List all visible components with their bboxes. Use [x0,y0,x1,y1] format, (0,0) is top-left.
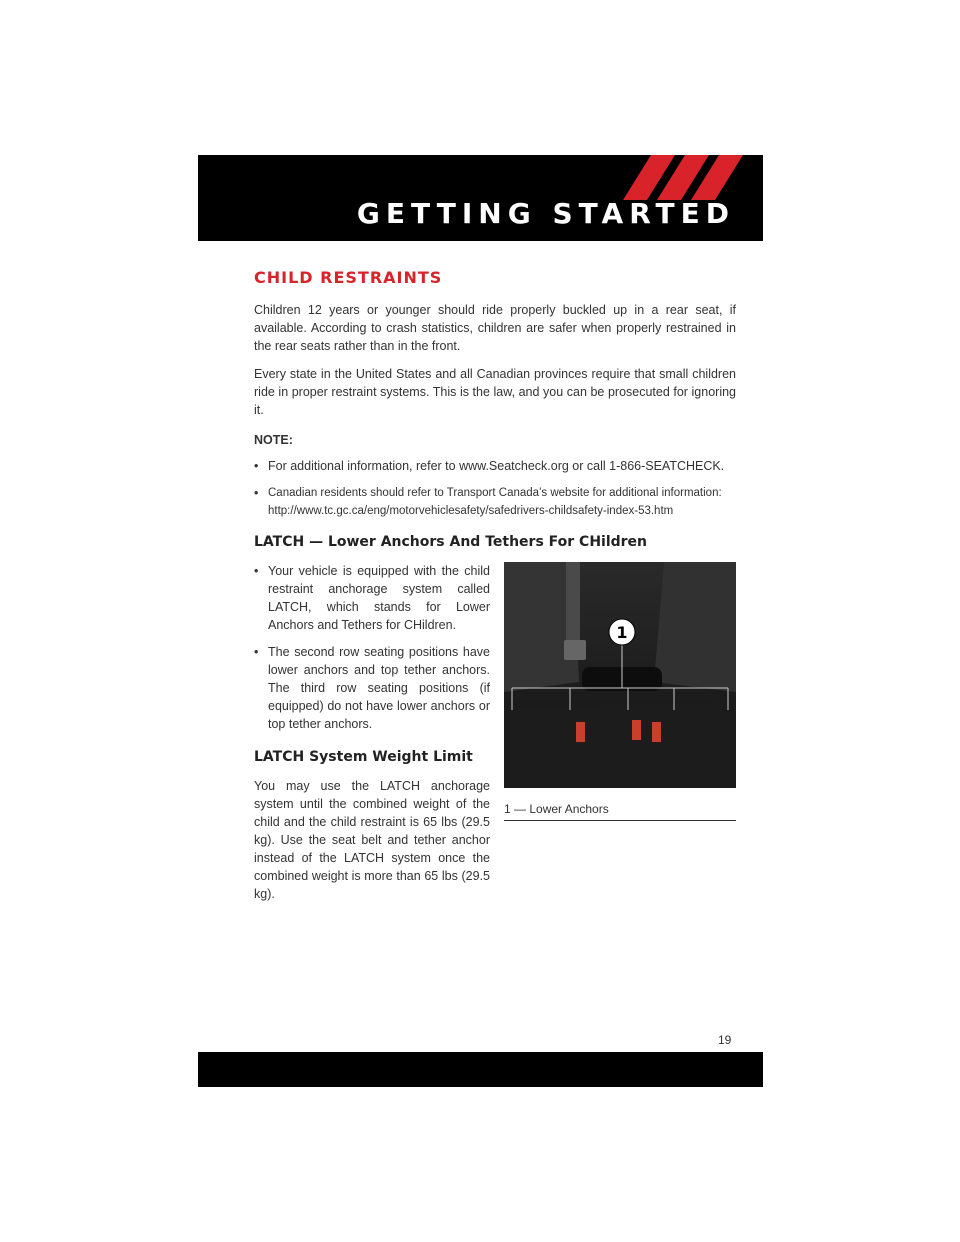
callout-number: 1 [616,623,628,642]
note-text: Canadian residents should refer to Transport Canada’s website for additional information: http://www.tc.gc.ca/eng/motorvehiclesafety/safedrivers-childsafety-index-53.htm [268,487,722,517]
latch-bullet [254,562,490,634]
page-number: 19 [718,1033,732,1047]
paragraph-2: Every state in the United States and all Canadian provinces require that small children ride in proper restraint systems. This is the law, and you can be prosecuted for ignoring it. [254,367,736,417]
note-label: NOTE: [254,433,293,447]
latch-bullet-text: Your vehicle is equipped with the child restraint anchorage system called LATCH, which stands for Lower Anchors and Tethers for CHildren. [268,564,490,632]
bullet-icon: • [254,564,259,578]
note-text: For additional information, refer to www.Seatcheck.org or call 1-866-SEATCHECK. [268,459,725,473]
latch-text-column [254,562,490,913]
page-content [254,268,736,913]
header-band [198,155,763,241]
footer-band [198,1052,763,1087]
latch-heading: LATCH — Lower Anchors And Tethers For CHildren [254,534,648,550]
latch-bullet [254,643,490,733]
figure [504,562,736,913]
bullet-icon: • [254,486,259,500]
paragraph-1: Children 12 years or younger should ride properly buckled up in a rear seat, if available. According to crash statistics, children are safer when properly restrained in the rear seats rather than in the front. [254,303,736,353]
brand-stripes-graphic [623,155,763,200]
chapter-title: GETTING STARTED [356,197,735,230]
section-title: CHILD RESTRAINTS [254,268,443,287]
bullet-icon: • [254,459,259,473]
bullet-icon: • [254,645,259,659]
latch-columns [254,562,736,913]
latch-bullet-text: The second row seating positions have lower anchors and top tether anchors. The third row seating positions (if equipped) do not have lower anchors or top tether anchors. [268,645,490,731]
weight-limit-heading: LATCH System Weight Limit [254,749,473,765]
rear-seat-anchors-photo [504,562,736,788]
note-item [254,457,736,475]
weight-limit-text: You may use the LATCH anchorage system until the combined weight of the child and the child restraint is 65 lbs (29.5 kg). Use the seat belt and tether anchor instead of the LATCH system once the combined weight is more than 65 lbs (29.5 kg). [254,779,490,901]
figure-caption: 1 — Lower Anchors [504,802,736,821]
note-item [254,484,736,520]
